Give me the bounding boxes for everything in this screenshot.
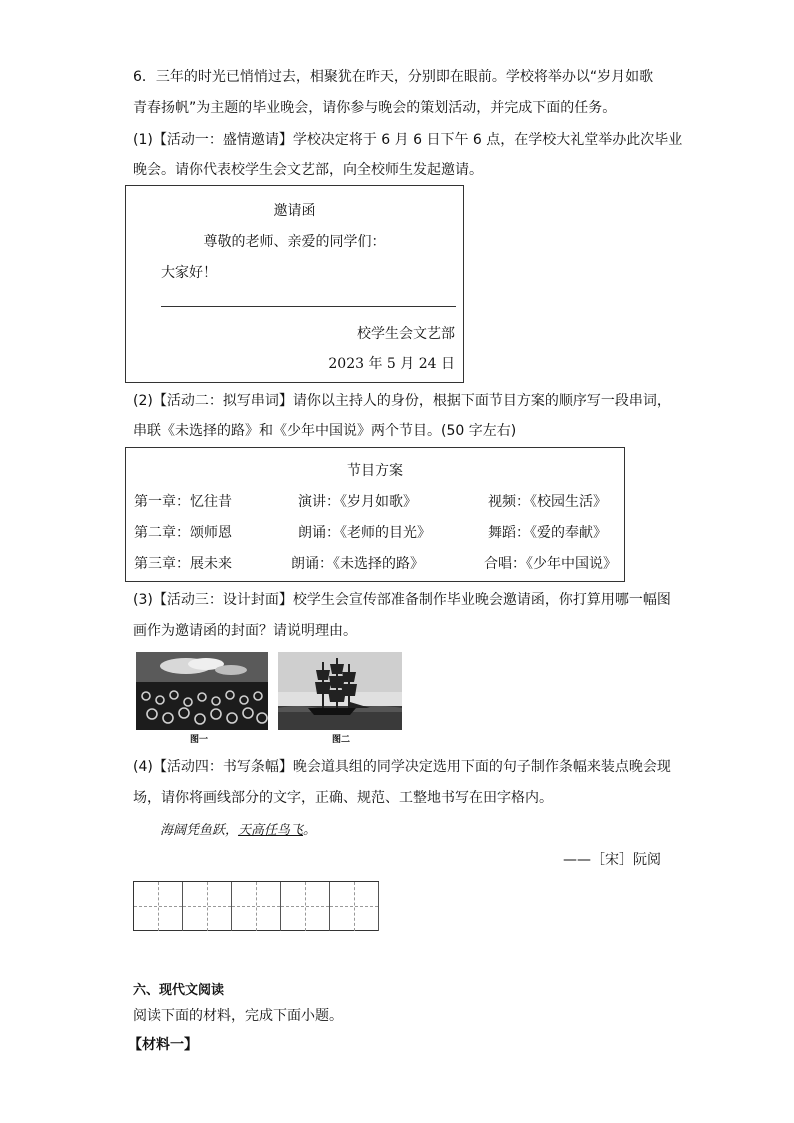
invitation-signer: 校学生会文艺部 <box>357 326 455 342</box>
activity-3-line1: (3)【活动三：设计封面】校学生会宣传部准备制作毕业晚会邀请函，你打算用哪一幅图 <box>133 592 671 608</box>
tianzige-cell[interactable] <box>134 882 183 931</box>
poem-sentence-part1: 海阔凭鱼跃， <box>160 823 239 838</box>
program-chapter: 第二章：颂师恩 <box>134 525 232 541</box>
program-chapter: 第一章：忆往昔 <box>134 494 232 510</box>
tianzige-cell[interactable] <box>183 882 232 931</box>
sunflower-field-image[interactable] <box>136 652 268 730</box>
poem-attribution: ——［宋］阮阅 <box>563 852 661 868</box>
tianzige-grid <box>133 881 379 931</box>
activity-1-line2: 晚会。请你代表校学生会文艺部，向全校师生发起邀请。 <box>133 162 483 178</box>
tianzige-cell[interactable] <box>281 882 330 931</box>
activity-2-line1: (2)【活动二：拟写串词】请你以主持人的身份，根据下面节目方案的顺序写一段串词， <box>133 393 671 409</box>
program-item: 演讲：《岁月如歌》 <box>298 494 417 510</box>
invitation-greeting: 大家好！ <box>161 265 217 281</box>
poem-sentence-end: 。 <box>303 823 317 838</box>
program-chapter: 第三章：展未来 <box>134 556 232 572</box>
question-6-line1: 6．三年的时光已悄悄过去，相聚犹在昨天，分别即在眼前。学校将举办以“岁月如歌 <box>133 69 654 85</box>
tianzige-cell[interactable] <box>232 882 281 931</box>
invitation-box <box>125 185 464 383</box>
program-item: 视频：《校园生活》 <box>488 494 607 510</box>
image-1-caption: 图一 <box>190 735 209 745</box>
invitation-salutation: 尊敬的老师、亲爱的同学们： <box>203 234 386 250</box>
activity-4-line1: (4)【活动四：书写条幅】晚会道具组的同学决定选用下面的句子制作条幅来装点晚会现 <box>133 759 671 775</box>
section-6-heading: 六、现代文阅读 <box>133 983 225 998</box>
program-item: 朗诵：《未选择的路》 <box>291 556 424 572</box>
invitation-title: 邀请函 <box>273 203 316 219</box>
material-1-label: 【材料一】 <box>128 1037 198 1053</box>
poem-sentence-underlined: 天高任鸟飞 <box>238 823 304 838</box>
program-title: 节目方案 <box>347 463 403 479</box>
program-item: 合唱：《少年中国说》 <box>484 556 617 572</box>
program-item: 朗诵：《老师的目光》 <box>298 525 431 541</box>
tianzige-cell[interactable] <box>330 882 379 931</box>
sailing-ship-image[interactable] <box>278 652 402 730</box>
invitation-writing-line[interactable] <box>161 306 456 307</box>
program-item: 舞蹈：《爱的奉献》 <box>488 525 607 541</box>
section-6-instruction: 阅读下面的材料，完成下面小题。 <box>133 1008 343 1024</box>
activity-4-line2: 场，请你将画线部分的文字，正确、规范、工整地书写在田字格内。 <box>133 790 553 806</box>
activity-2-line2: 串联《未选择的路》和《少年中国说》两个节目。(50 字左右) <box>133 423 517 439</box>
image-2-caption: 图二 <box>332 735 351 745</box>
activity-3-line2: 画作为邀请函的封面？请说明理由。 <box>133 623 357 639</box>
invitation-date: 2023 年 5 月 24 日 <box>328 356 455 372</box>
activity-1-line1: (1)【活动一：盛情邀请】学校决定将于 6 月 6 日下午 6 点，在学校大礼堂举办此次毕业 <box>133 132 683 148</box>
question-6-line2: 青春扬帆”为主题的毕业晚会，请你参与晚会的策划活动，并完成下面的任务。 <box>133 100 617 116</box>
poem-sentence <box>160 819 316 838</box>
program-box <box>125 447 625 582</box>
